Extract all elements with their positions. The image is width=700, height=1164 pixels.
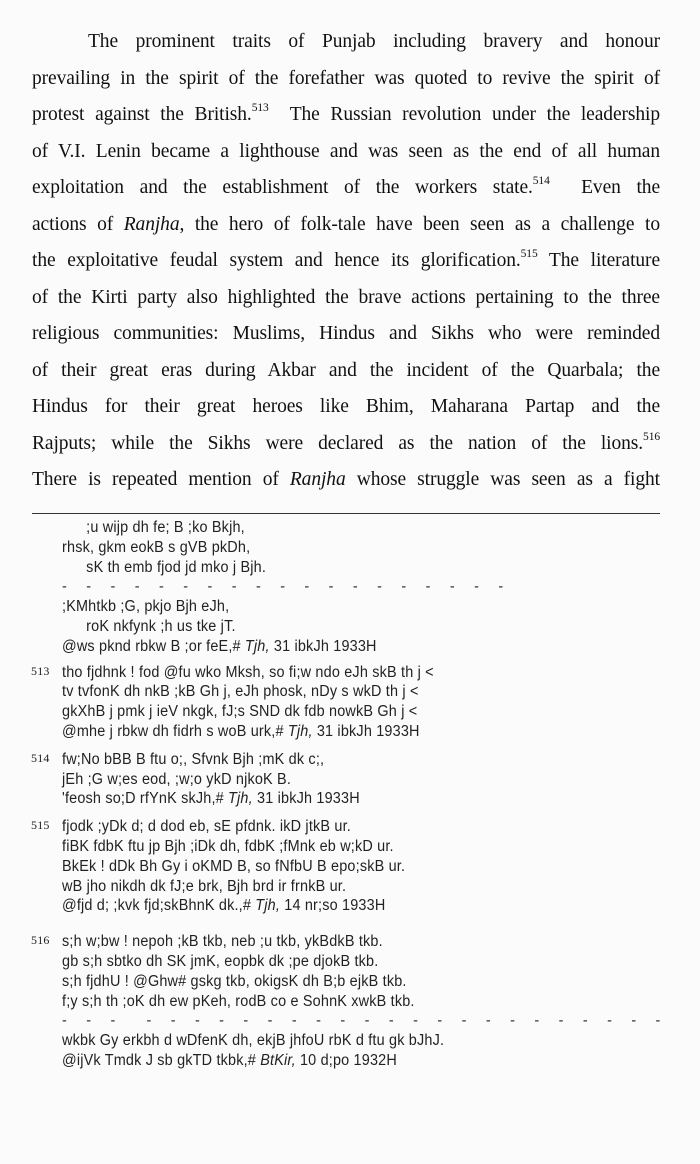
source-title: Tjh, [255,897,281,915]
footnotes [0,518,700,1071]
emphasis-ranjha: Ranjha [289,469,346,490]
citation-text: @fjd d; ;kvk fjd;skBhnK dk.,# [62,897,256,915]
footnote-citation [62,1051,655,1071]
body-text-segment: exploitation and the establishment of the workers state. [32,177,533,198]
source-title: Tjh, [244,637,270,655]
footnote-line: jEh ;G w;es eod, ;w;o ykD njkoK B. [62,770,292,788]
footnote-citation [62,722,655,742]
footnote-ref-516[interactable]: 516 [643,430,660,443]
citation-text: @mhe j rbkw dh fidrh s woB urk,# [62,722,288,740]
footnote-line: gkXhB j pmk j ieV nkgk, fJ;s SND dk fdb nowkB Gh j < [62,703,418,721]
source-title: BtKir, [260,1051,296,1069]
footnote-line: sK th emb fjod jd mko j Bjh. [86,558,267,576]
body-text-segment: There is repeated mention of [32,469,290,490]
body-text-segment: The Russian revolution under the leadership [268,104,660,125]
citation-text: @ws pknd rbkw B ;or feE,# [62,637,245,655]
footnote-line: wkbk Gy erkbh d wDfenK dh, ekjB jhfoU rbK d ftu gk bJhJ. [62,1032,445,1050]
body-line: of their great eras during Akbar and the incident of the Quarbala; the [32,359,660,381]
footnote-citation [62,637,655,657]
body-line [32,462,660,499]
citation-text: @ijVk Tmdk J sb gkTD tkbk,# [62,1051,261,1069]
verse-divider: - - - - - - - - - - - - - - - - - - - [62,578,511,596]
footnote-ref-513[interactable]: 513 [251,102,269,114]
citation-date: 31 ibkJh 1933H [312,722,420,740]
body-line [32,97,660,134]
footnote-citation [62,789,655,809]
body-text-segment: whose struggle was seen as a fight [345,469,660,490]
body-line: The prominent traits of Punjab including bravery and honour [88,31,660,52]
body-text-segment: the exploitative feudal system and hence its glorification. [32,250,521,271]
body-line: Hindus for their great heroes like Bhim, Maharana Partap and the [32,396,660,417]
page [32,24,660,499]
footnote-line: fiBK fdbK ftu jp Bjh ;iDk dh, fdbK ;fMnk eb w;kD ur. [62,837,394,855]
footnote-number: 513 [31,663,50,678]
footnote-513 [0,663,700,742]
body-text-segment: , the hero of folk-tale have been seen as a challenge to [179,213,660,235]
footnote-ref-515[interactable]: 515 [520,248,538,260]
body-text-segment: The literature [537,250,660,271]
citation-text: 'feosh so;D rfYnK skJh,# [62,790,229,808]
footnote-line: s;h fjdhU ! @Ghw# gskg tkb, okigsK dh B;b ejkB tkb. [62,972,407,990]
source-title: Tjh, [228,790,253,808]
body-line: of V.I. Lenin became a lighthouse and was seen as the end of all human [32,140,660,162]
footnote-line: tho fjdhnk ! fod @fu wko Mksh, so fi;w ndo eJh skB th j < [62,663,434,681]
footnote-separator [32,513,660,514]
footnote-line: rhsk, gkm eokB s gVB pkDh, [62,538,251,556]
footnote-line: tv tvfonK dh nkB ;kB Gh j, eJh phosk, nDy s wkD th j < [62,683,419,701]
footnote-line: fjodk ;yDk d; d dod eb, sE pfdnk. ikD jtkB ur. [62,818,351,836]
citation-date: 10 d;po 1932H [295,1051,397,1069]
body-line: of the Kirti party also highlighted the brave actions pertaining to the three [32,286,660,308]
body-text-segment: actions of [32,213,124,235]
citation-date: 31 ibkJh 1933H [252,790,360,808]
footnote-citation [62,896,655,916]
body-text-segment: Rajputs; while the Sikhs were declared as the nation of the lions. [32,432,644,454]
citation-date: 31 ibkJh 1933H [269,637,377,655]
footnote-line: ;KMhtkb ;G, pkjo Bjh eJh, [62,598,230,616]
body-line: religious communities: Muslims, Hindus and Sikhs who were reminded [32,323,660,344]
footnote-line: roK nkfynk ;h us tke jT. [86,617,236,635]
footnote-number: 514 [31,750,50,765]
footnote-line: wB jho nikdh dk fJ;e brk, Bjh brd ir frnkB ur. [62,877,347,895]
footnote-516 [0,932,700,1071]
footnote-line: fw;No bBB B ftu o;, Sfvnk Bjh ;mK dk c;, [62,750,325,768]
body-line [32,207,660,244]
body-text-segment: Even the [549,177,660,198]
citation-date: 14 nr;so 1933H [280,897,386,915]
emphasis-ranjha: Ranjha [123,213,180,235]
body-line [32,426,660,463]
body-line [32,170,660,207]
source-title: Tjh, [287,722,313,740]
footnote-line: BkEk ! dDk Bh Gy i oKMD B, so fNfbU B epo;skB ur. [62,857,406,875]
footnote-number: 516 [31,933,50,948]
footnote-continued [0,518,700,657]
footnote-line: f;y s;h th ;oK dh ew pKeh, rodB co e SohnK xwkB tkb. [62,992,415,1010]
footnote-ref-514[interactable]: 514 [532,175,550,187]
footnote-514 [0,750,700,809]
footnote-number: 515 [31,818,50,833]
verse-divider: - - - - - - - - - - - - - - - - - - - - - - - - - [62,1012,669,1030]
footnote-line: ;u wijp dh fe; B ;ko Bkjh, [86,519,245,536]
body-line [32,243,660,280]
footnote-line: s;h w;bw ! nepoh ;kB tkb, neb ;u tkb, ykBdkB tkb. [62,933,383,951]
body-text-segment: protest against the British. [32,104,252,125]
body-paragraph [32,24,660,499]
footnote-515 [0,817,700,916]
body-line: prevailing in the spirit of the forefather was quoted to revive the spirit of [32,67,660,89]
footnote-line: gb s;h sbtko dh SK jmK, eopbk dk ;pe djokB tkb. [62,952,379,970]
